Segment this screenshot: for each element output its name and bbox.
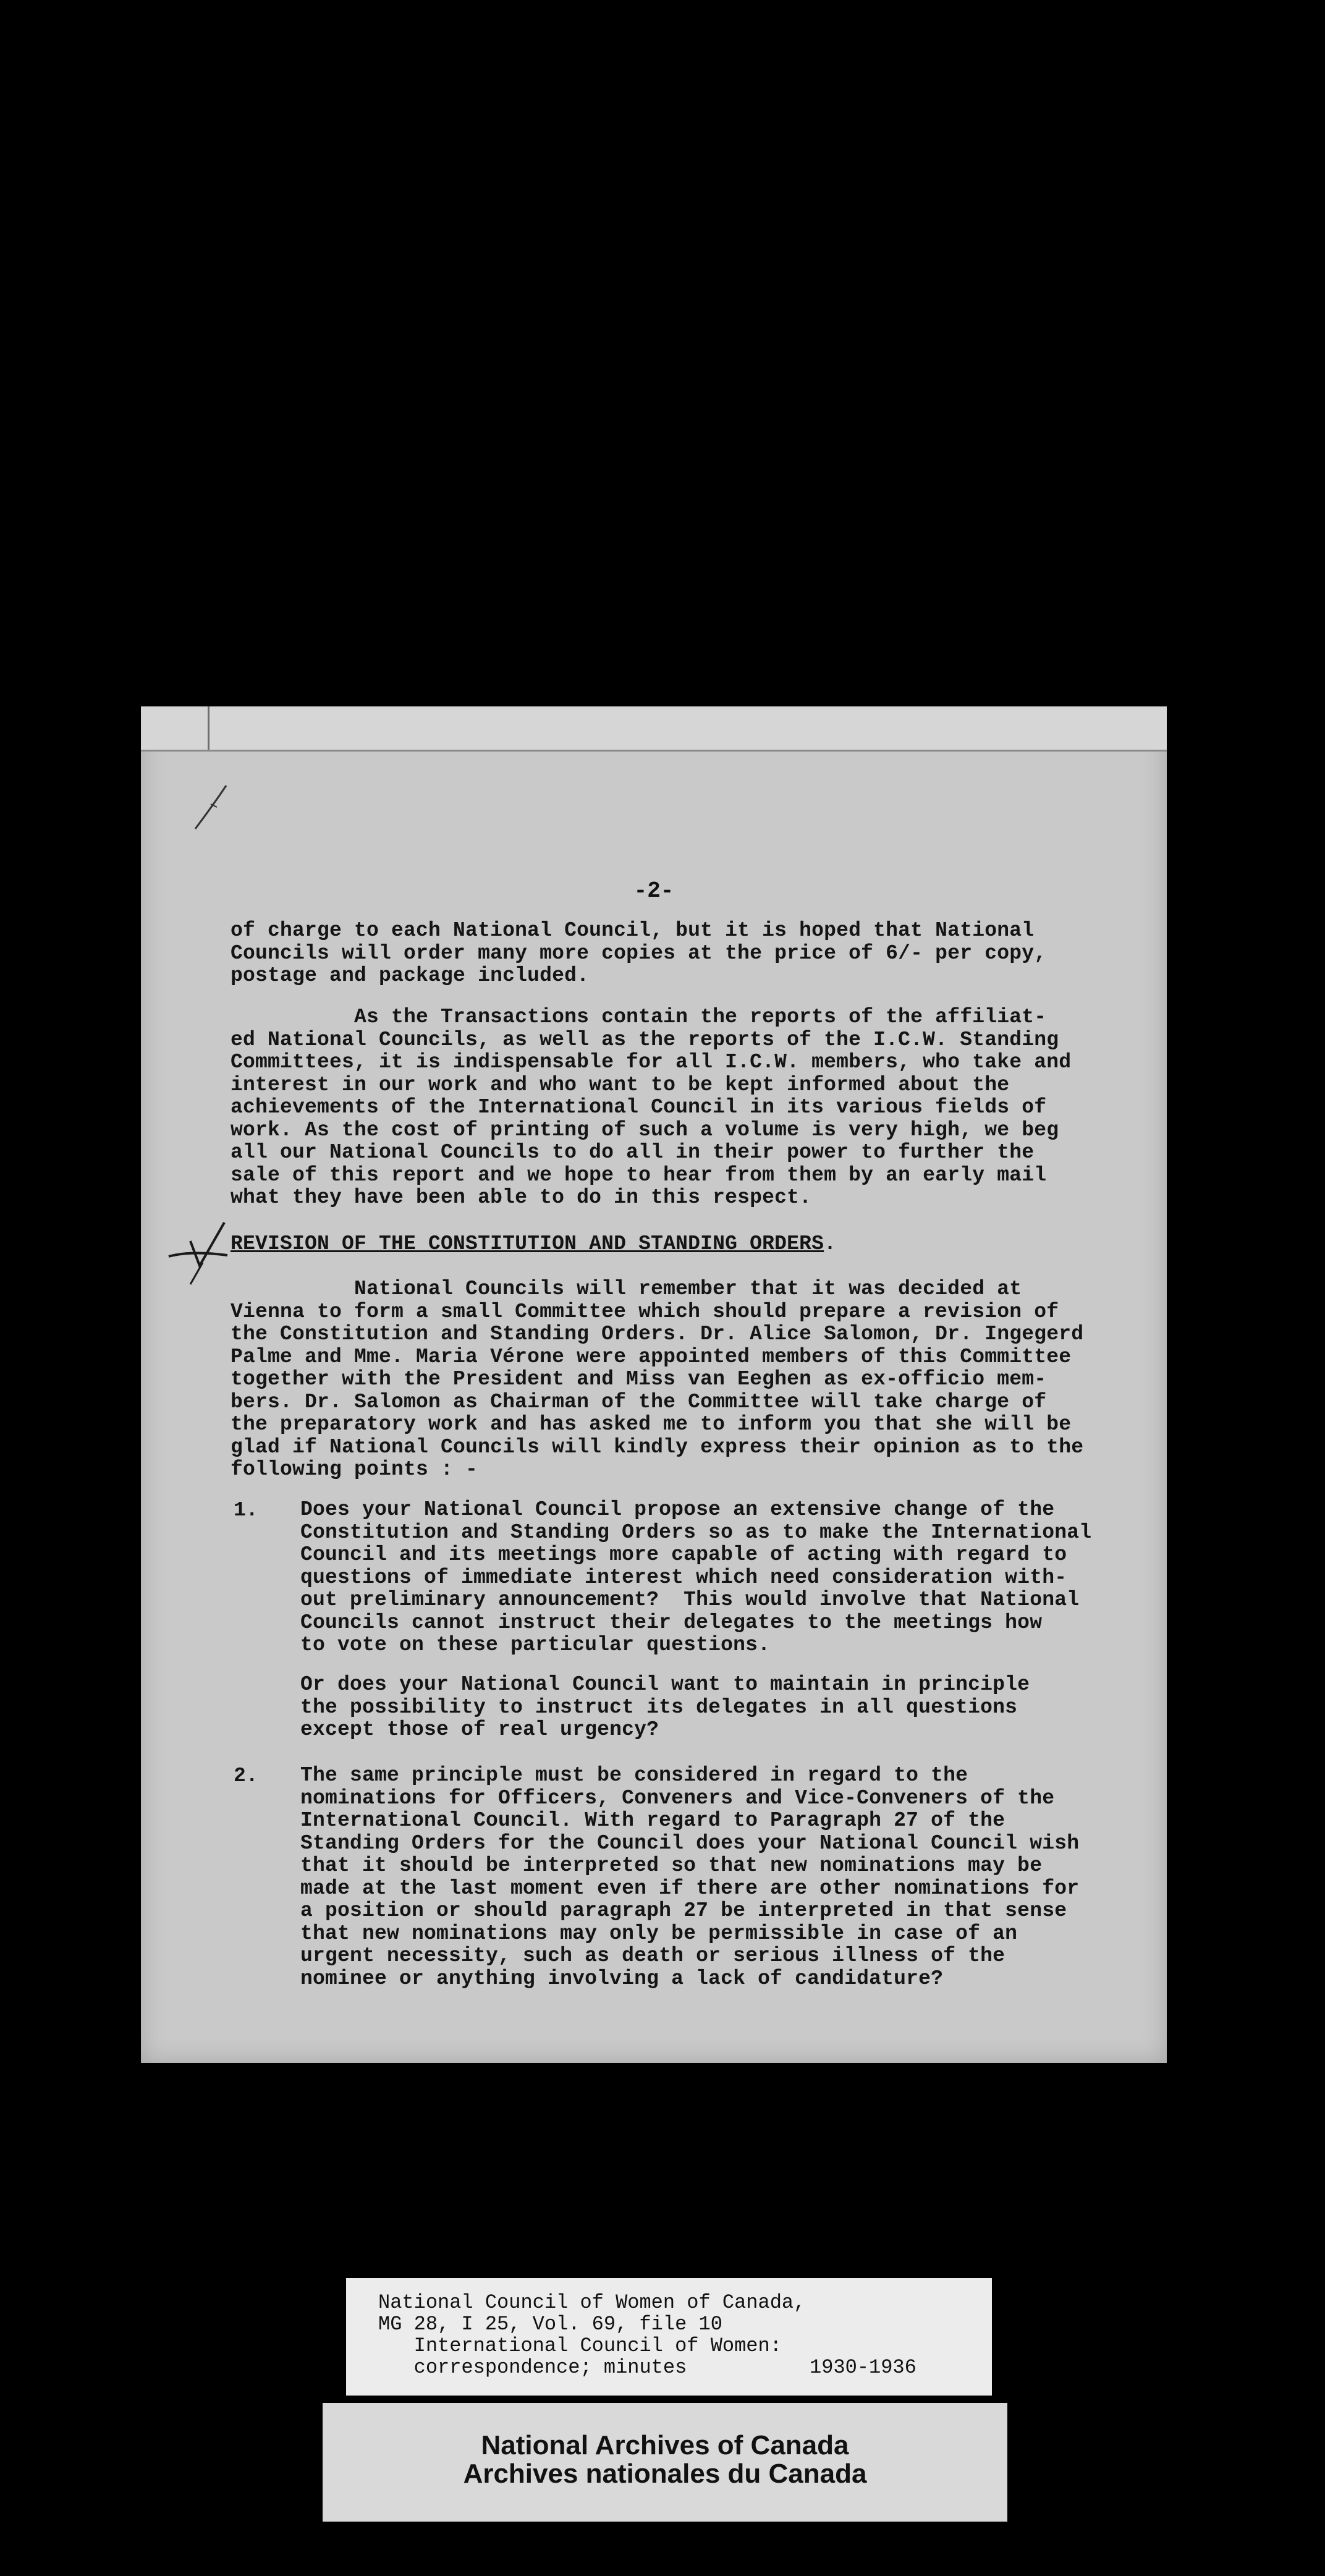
text-line: Council and its meetings more capable of acting with regard to xyxy=(300,1543,1067,1566)
item-2 xyxy=(300,1765,1128,1990)
heading-text: REVISION OF THE CONSTITUTION AND STANDING ORDERS xyxy=(231,1232,824,1255)
text-line: out preliminary announcement? This would involve that National xyxy=(300,1588,1080,1611)
section-heading xyxy=(231,1233,1120,1256)
archive-reference-label xyxy=(346,2278,992,2396)
text-line: The same principle must be considered in regard to the xyxy=(300,1764,968,1787)
text-line: ed National Councils, as well as the reports of the I.C.W. Standing xyxy=(231,1028,1059,1051)
item-2-number: 2. xyxy=(234,1765,258,1787)
text-line: made at the last moment even if there are other nominations for xyxy=(300,1876,1080,1900)
text-line: As the Transactions contain the reports of the affiliat- xyxy=(231,1006,1047,1028)
text-line: postage and package included. xyxy=(231,964,590,987)
text-line: together with the President and Miss van Eeghen as ex-officio mem- xyxy=(231,1368,1047,1391)
text-line: sale of this report and we hope to hear from them by an early mail xyxy=(231,1163,1047,1187)
text-line: Councils cannot instruct their delegates to the meetings how xyxy=(300,1611,1043,1634)
pen-stroke-icon xyxy=(189,779,239,835)
text-line: that it should be interpreted so that new nominations may be xyxy=(300,1854,1043,1877)
text-line: glad if National Councils will kindly express their opinion as to the xyxy=(231,1435,1084,1459)
text-line: National Councils will remember that it was decided at xyxy=(231,1277,1022,1300)
fold-line xyxy=(208,706,210,750)
archive-stamp xyxy=(323,2403,1007,2522)
text-line: nominee or anything involving a lack of candidature? xyxy=(300,1967,944,1990)
item-1-number: 1. xyxy=(234,1499,258,1522)
text-line: Committees, it is indispensable for all I.C.W. members, who take and xyxy=(231,1051,1072,1074)
text-line: International Council. With regard to Paragraph 27 of the xyxy=(300,1809,1005,1832)
item-1 xyxy=(300,1499,1128,1657)
text-line: Standing Orders for the Council does your National Council wish xyxy=(300,1831,1080,1855)
paragraph-3 xyxy=(231,1278,1120,1481)
label-line-2: MG 28, I 25, Vol. 69, file 10 xyxy=(378,2313,722,2336)
text-line: to vote on these particular questions. xyxy=(300,1633,771,1656)
handwritten-check-icon xyxy=(166,1219,234,1287)
label-line-1: National Council of Women of Canada, xyxy=(378,2291,806,2314)
text-line: all our National Councils to do all in their power to further the xyxy=(231,1141,1035,1164)
text-line: Does your National Council propose an extensive change of the xyxy=(300,1498,1055,1521)
page-number: -2- xyxy=(633,878,674,904)
text-line: Councils will order many more copies at the price of 6/- per copy, xyxy=(231,941,1047,965)
archive-name-french: Archives nationales du Canada xyxy=(463,2459,867,2489)
text-line: Or does your National Council want to maintain in principle xyxy=(300,1673,1030,1696)
text-line: Constitution and Standing Orders so as to make the International xyxy=(300,1520,1092,1544)
text-line: Vienna to form a small Committee which should prepare a revision of xyxy=(231,1300,1059,1323)
text-line: a position or should paragraph 27 be interpreted in that sense xyxy=(300,1899,1067,1922)
text-line: questions of immediate interest which need consideration with- xyxy=(300,1566,1067,1589)
paragraph-1 xyxy=(231,920,1120,988)
text-line: the possibility to instruct its delegates in all questions xyxy=(300,1695,1018,1719)
text-line: bers. Dr. Salomon as Chairman of the Committee will take charge of xyxy=(231,1390,1047,1413)
text-line: the Constitution and Standing Orders. Dr. Alice Salomon, Dr. Ingegerd xyxy=(231,1323,1084,1345)
text-line: Palme and Mme. Maria Vérone were appointed members of this Committee xyxy=(231,1345,1072,1368)
label-line-3: International Council of Women: xyxy=(378,2334,782,2357)
text-line: work. As the cost of printing of such a volume is very high, we beg xyxy=(231,1118,1059,1142)
label-date-range: 1930-1936 xyxy=(810,2356,916,2379)
text-line: the preparatory work and has asked me to inform you that she will be xyxy=(231,1413,1072,1436)
text-line: achievements of the International Council in its various fields of xyxy=(231,1096,1047,1119)
text-line: that new nominations may only be permissible in case of an xyxy=(300,1921,1018,1945)
text-line: urgent necessity, such as death or serious illness of the xyxy=(300,1944,1005,1967)
text-line: what they have been able to do in this respect. xyxy=(231,1186,812,1209)
paragraph-2 xyxy=(231,1006,1120,1210)
archive-name-english: National Archives of Canada xyxy=(481,2430,849,2460)
document-page xyxy=(141,706,1167,2063)
text-line: of charge to each National Council, but it is hoped that National xyxy=(231,919,1035,942)
text-line: except those of real urgency? xyxy=(300,1718,659,1741)
page-top-edge xyxy=(141,706,1167,752)
text-line: following points : - xyxy=(231,1458,478,1481)
label-line-4: correspondence; minutes xyxy=(378,2356,687,2379)
item-1-alternative xyxy=(300,1674,1128,1742)
text-line: nominations for Officers, Conveners and Vice-Conveners of the xyxy=(300,1786,1055,1810)
text-line: interest in our work and who want to be kept informed about the xyxy=(231,1073,1010,1096)
heading-period: . xyxy=(824,1232,837,1255)
